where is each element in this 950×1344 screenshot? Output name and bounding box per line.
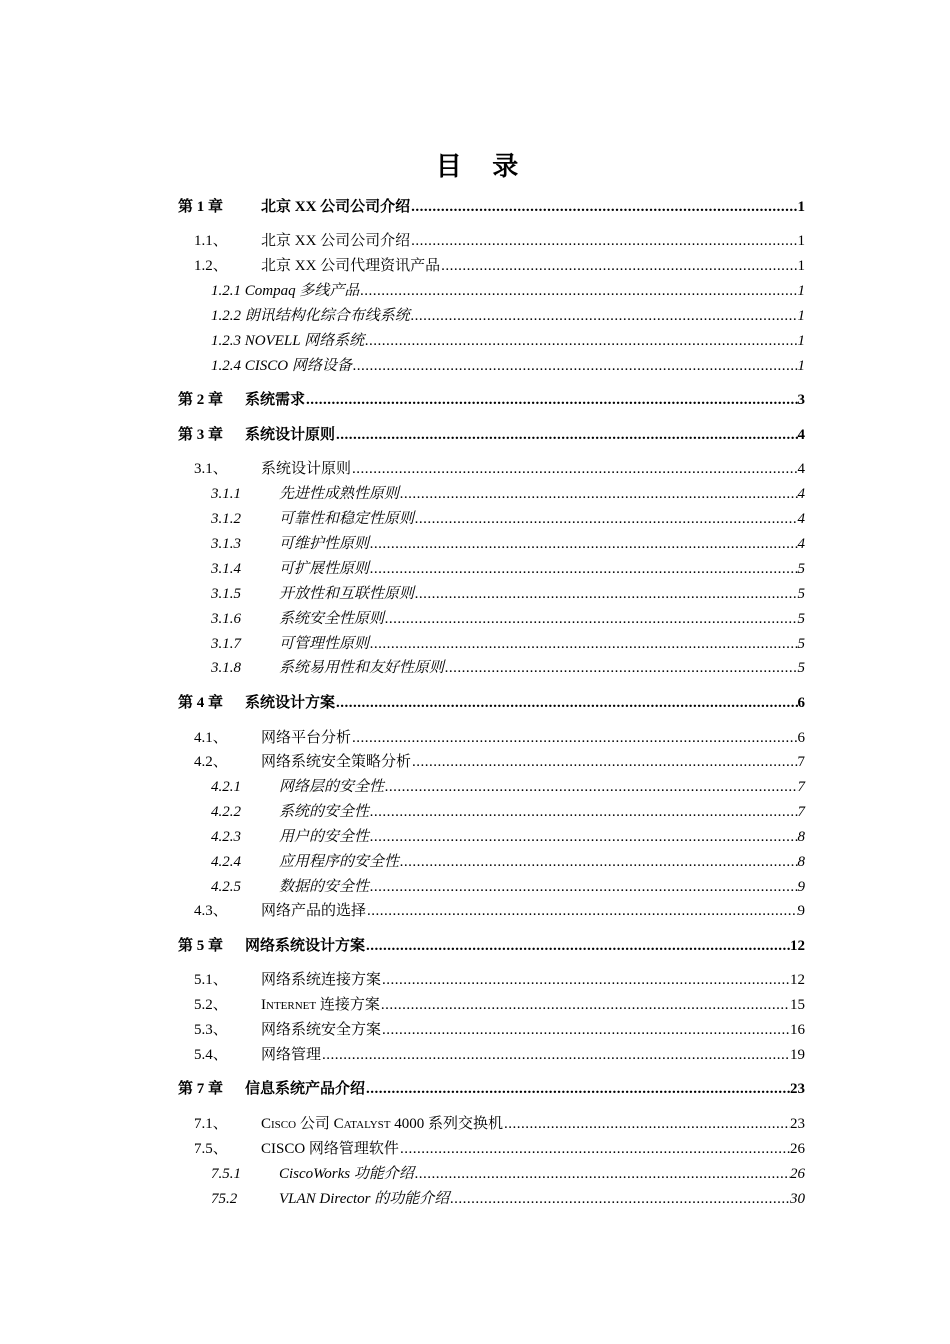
toc-text: 系统的安全性 — [279, 804, 370, 820]
toc-entry[interactable] — [0, 255, 950, 277]
toc-text: CiscoWorks 功能介绍 — [279, 1166, 414, 1182]
toc-entry[interactable] — [0, 389, 950, 411]
toc-page: 5 — [797, 586, 805, 602]
toc-text: Cisco 公司 Catalyst 4000 系列交换机 — [261, 1116, 503, 1132]
toc-text: 用户的安全性 — [279, 829, 370, 845]
toc-entry[interactable] — [0, 776, 950, 798]
toc-text: 1.2.3 NOVELL 网络系统 — [211, 333, 365, 349]
toc-text: CISCO 网络管理软件 — [261, 1141, 399, 1157]
toc-page: 1 — [797, 233, 805, 249]
toc-text: 系统设计方案 — [245, 695, 336, 711]
toc-page: 12 — [790, 938, 805, 954]
toc-page: 7 — [797, 804, 805, 820]
toc-text: 系统设计原则 — [261, 461, 352, 477]
toc-entry[interactable] — [0, 1019, 950, 1041]
toc-number: 3.1.8 — [211, 660, 241, 676]
toc-entry[interactable] — [0, 1138, 950, 1160]
toc-entry[interactable] — [0, 900, 950, 922]
toc-number: 3.1.6 — [211, 611, 241, 627]
toc-text: 网络产品的选择 — [261, 903, 367, 919]
toc-entry[interactable] — [0, 483, 950, 505]
toc-entry[interactable] — [0, 994, 950, 1016]
toc-page: 6 — [797, 695, 805, 711]
toc-page: 1 — [797, 358, 805, 374]
toc-text: 系统需求 — [245, 392, 306, 408]
toc-entry[interactable] — [0, 608, 950, 630]
toc-page: 23 — [790, 1081, 805, 1097]
toc-entry[interactable] — [0, 727, 950, 749]
toc-page: 5 — [797, 660, 805, 676]
toc-number: 3.1.4 — [211, 561, 241, 577]
toc-entry[interactable] — [0, 801, 950, 823]
toc-text: 应用程序的安全性 — [279, 854, 400, 870]
toc-number: 5.3、 — [194, 1022, 228, 1038]
toc-text: 信息系统产品介绍 — [245, 1081, 366, 1097]
toc-number: 5.4、 — [194, 1047, 228, 1063]
toc-page: 5 — [797, 636, 805, 652]
toc-entry[interactable] — [0, 692, 950, 714]
toc-text: 1.2.4 CISCO 网络设备 — [211, 358, 352, 374]
toc-text: 开放性和互联性原则 — [279, 586, 415, 602]
toc-number: 3.1.1 — [211, 486, 241, 502]
toc-number: 4.2.5 — [211, 879, 241, 895]
toc-page: 8 — [797, 829, 805, 845]
toc-entry[interactable] — [0, 876, 950, 898]
toc-page: 5 — [797, 611, 805, 627]
toc-number: 3.1、 — [194, 461, 228, 477]
toc-text: 网络平台分析 — [261, 730, 352, 746]
toc-entry[interactable] — [0, 1163, 950, 1185]
toc-page: 4 — [797, 486, 805, 502]
toc-page: 19 — [790, 1047, 805, 1063]
toc-page: 12 — [790, 972, 805, 988]
toc-entry[interactable] — [0, 458, 950, 480]
toc-page: 4 — [797, 511, 805, 527]
toc-page: 7 — [797, 779, 805, 795]
toc-number: 1.1、 — [194, 233, 228, 249]
toc-number: 第 3 章 — [178, 427, 224, 443]
toc-number: 第 4 章 — [178, 695, 224, 711]
toc-page: 6 — [797, 730, 805, 746]
toc-page: 9 — [797, 903, 805, 919]
toc-page: 1 — [797, 333, 805, 349]
toc-page: 9 — [797, 879, 805, 895]
toc-number: 5.1、 — [194, 972, 228, 988]
toc-text: 网络管理 — [261, 1047, 322, 1063]
toc-number: 7.5、 — [194, 1141, 228, 1157]
toc-text: 网络系统设计方案 — [245, 938, 366, 954]
toc-text: 数据的安全性 — [279, 879, 370, 895]
toc-number: 3.1.2 — [211, 511, 241, 527]
toc-page: 1 — [797, 199, 805, 215]
toc-number: 3.1.5 — [211, 586, 241, 602]
toc-page: 3 — [797, 392, 805, 408]
toc-page: 30 — [790, 1191, 805, 1207]
toc-page: 4 — [797, 461, 805, 477]
toc-page: 4 — [797, 536, 805, 552]
toc-number: 4.3、 — [194, 903, 228, 919]
toc-entry[interactable] — [0, 657, 950, 679]
toc-text: VLAN Director 的功能介绍 — [279, 1191, 450, 1207]
toc-text: 北京 XX 公司公司介绍 — [261, 199, 411, 215]
toc-entry[interactable] — [0, 1188, 950, 1210]
toc-entry[interactable] — [0, 196, 950, 218]
page-title: 目 录 — [435, 152, 531, 181]
toc-entry[interactable] — [0, 280, 950, 302]
toc-entry[interactable] — [0, 533, 950, 555]
toc-number: 4.1、 — [194, 730, 228, 746]
toc-page: 23 — [790, 1116, 805, 1132]
toc-entry[interactable] — [0, 969, 950, 991]
toc-text: Internet 连接方案 — [261, 997, 380, 1013]
toc-number: 4.2、 — [194, 754, 228, 770]
toc-text: 1.2.2 朗讯结构化综合布线系统 — [211, 308, 410, 324]
toc-text: 1.2.1 Compaq 多线产品 — [211, 283, 360, 299]
toc-number: 第 1 章 — [178, 199, 224, 215]
toc-page: 7 — [797, 754, 805, 770]
toc-page: 26 — [790, 1141, 805, 1157]
toc-text: 网络层的安全性 — [279, 779, 385, 795]
toc-page: 8 — [797, 854, 805, 870]
toc-page: 1 — [797, 283, 805, 299]
toc-number: 5.2、 — [194, 997, 228, 1013]
toc-text: 网络系统安全策略分析 — [261, 754, 412, 770]
toc-text: 可维护性原则 — [279, 536, 370, 552]
toc-number: 3.1.7 — [211, 636, 241, 652]
toc-text: 系统设计原则 — [245, 427, 336, 443]
toc-page: 5 — [797, 561, 805, 577]
toc-entry[interactable] — [0, 330, 950, 352]
toc-entry[interactable] — [0, 305, 950, 327]
toc-entry[interactable] — [0, 583, 950, 605]
toc-number: 3.1.3 — [211, 536, 241, 552]
toc-page: 26 — [790, 1166, 805, 1182]
toc-number: 4.2.4 — [211, 854, 241, 870]
toc-number: 1.2、 — [194, 258, 228, 274]
toc-text: 可靠性和稳定性原则 — [279, 511, 415, 527]
toc-number: 7.1、 — [194, 1116, 228, 1132]
toc-number: 第 2 章 — [178, 392, 224, 408]
toc-entry[interactable] — [0, 558, 950, 580]
toc-text: 北京 XX 公司代理资讯产品 — [261, 258, 441, 274]
toc-entry[interactable] — [0, 230, 950, 252]
toc-number: 第 5 章 — [178, 938, 224, 954]
toc-entry[interactable] — [0, 751, 950, 773]
toc-entry[interactable] — [0, 355, 950, 377]
toc-page: 1 — [797, 258, 805, 274]
toc-text: 先进性成熟性原则 — [279, 486, 400, 502]
toc-number: 4.2.3 — [211, 829, 241, 845]
toc-number: 第 7 章 — [178, 1081, 224, 1097]
toc-page: 15 — [790, 997, 805, 1013]
toc-entry[interactable] — [0, 1113, 950, 1135]
toc-text: 网络系统连接方案 — [261, 972, 382, 988]
toc-number: 75.2 — [211, 1191, 238, 1207]
toc-text: 系统安全性原则 — [279, 611, 385, 627]
toc-number: 4.2.2 — [211, 804, 241, 820]
toc-text: 网络系统安全方案 — [261, 1022, 382, 1038]
toc-entry[interactable] — [0, 851, 950, 873]
toc-entry[interactable] — [0, 1078, 950, 1100]
toc-page: 16 — [790, 1022, 805, 1038]
toc-entry[interactable] — [0, 935, 950, 957]
toc-entry[interactable] — [0, 633, 950, 655]
toc-entry[interactable] — [0, 424, 950, 446]
toc-entry[interactable] — [0, 826, 950, 848]
toc-text: 可扩展性原则 — [279, 561, 370, 577]
toc-text: 系统易用性和友好性原则 — [279, 660, 445, 676]
toc-number: 4.2.1 — [211, 779, 241, 795]
toc-number: 7.5.1 — [211, 1166, 241, 1182]
toc-page: 4 — [797, 427, 805, 443]
toc-page: 1 — [797, 308, 805, 324]
toc-text: 北京 XX 公司公司介绍 — [261, 233, 411, 249]
toc-entry[interactable] — [0, 508, 950, 530]
toc-entry[interactable] — [0, 1044, 950, 1066]
toc-text: 可管理性原则 — [279, 636, 370, 652]
